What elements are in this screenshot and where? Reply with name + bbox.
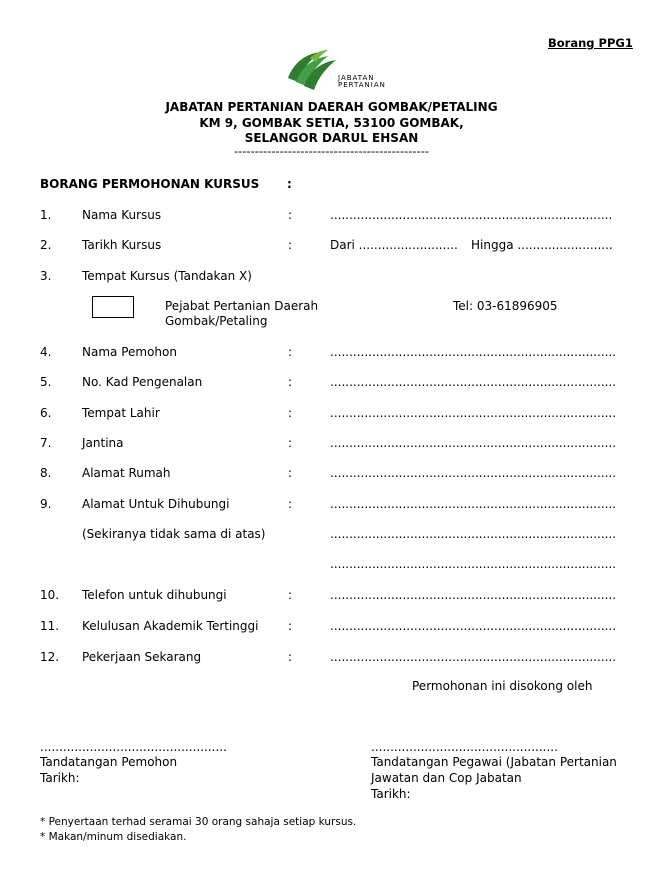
field-number: 9. [40, 497, 52, 511]
field-colon: : [288, 375, 293, 389]
field-colon: : [288, 588, 293, 602]
header-rule: ----------------------------------------------- [233, 144, 430, 158]
field-colon: : [288, 497, 293, 511]
field-number: 7. [40, 436, 52, 450]
officer-signature-line[interactable]: ................................................. [371, 740, 558, 754]
field-number: 4. [40, 345, 52, 359]
department-logo [280, 48, 390, 94]
logo-text-1: JABATAN [338, 74, 375, 82]
phone-field[interactable]: ........................................................................... [330, 588, 617, 602]
header-line-2: KM 9, GOMBAK SETIA, 53100 GOMBAK, [199, 116, 464, 130]
field-label: Nama Pemohon [82, 345, 177, 359]
field-label: Alamat Untuk Dihubungi [82, 497, 230, 511]
field-label: Tarikh Kursus [82, 238, 162, 252]
field-colon: : [288, 650, 293, 664]
birthplace-field[interactable]: ........................................................................... [330, 406, 617, 420]
gender-field[interactable]: ........................................................................... [330, 436, 617, 450]
venue-name-1: Pejabat Pertanian Daerah [165, 299, 319, 313]
field-label: Pekerjaan Sekarang [82, 650, 202, 664]
qualification-field[interactable]: ........................................................................... [330, 619, 617, 633]
course-name-field[interactable]: .......................................................................... [330, 208, 613, 222]
form-title-colon: : [287, 177, 292, 191]
occupation-field[interactable]: ........................................................................... [330, 650, 617, 664]
officer-signature-label-2: Jawatan dan Cop Jabatan [371, 771, 522, 785]
field-label: Tempat Lahir [82, 406, 160, 420]
field-number: 11. [40, 619, 60, 633]
venue-name-2: Gombak/Petaling [165, 314, 268, 328]
field-colon: : [288, 436, 293, 450]
field-colon: : [288, 208, 293, 222]
field-label: Tempat Kursus (Tandakan X) [82, 269, 252, 283]
form-title: BORANG PERMOHONAN KURSUS [40, 177, 260, 191]
home-address-field[interactable]: ........................................................................... [330, 466, 617, 480]
contact-address-field-1[interactable]: ........................................................................... [330, 497, 617, 511]
support-text: Permohonan ini disokong oleh [412, 679, 593, 693]
field-number: 6. [40, 406, 52, 420]
field-colon: : [288, 406, 293, 420]
header-line-1: JABATAN PERTANIAN DAERAH GOMBAK/PETALING [165, 100, 498, 114]
note-2: * Makan/minum disediakan. [40, 831, 187, 843]
field-colon: : [288, 466, 293, 480]
applicant-signature-line[interactable]: ................................................. [40, 740, 227, 754]
field-number: 2. [40, 238, 52, 252]
field-number: 5. [40, 375, 52, 389]
field-label: Alamat Rumah [82, 466, 171, 480]
course-date-to-field[interactable]: Hingga ......................... [471, 238, 613, 252]
field-number: 8. [40, 466, 52, 480]
applicant-name-field[interactable]: ........................................................................... [330, 345, 617, 359]
field-number: 3. [40, 269, 52, 283]
applicant-signature-label: Tandatangan Pemohon [40, 755, 178, 769]
field-colon: : [288, 238, 293, 252]
officer-date-label: Tarikh: [371, 787, 411, 801]
venue-checkbox[interactable] [92, 296, 134, 318]
field-label: Telefon untuk dihubungi [82, 588, 227, 602]
field-label: Jantina [82, 436, 124, 450]
field-number: 1. [40, 208, 52, 222]
field-colon: : [288, 619, 293, 633]
field-number: 12. [40, 650, 60, 664]
logo-text-2: PERTANIAN [338, 81, 386, 89]
field-label: Nama Kursus [82, 208, 162, 222]
venue-phone: Tel: 03-61896905 [453, 299, 558, 313]
applicant-date-label: Tarikh: [40, 771, 80, 785]
field-label: No. Kad Pengenalan [82, 375, 203, 389]
course-date-from-field[interactable]: Dari .......................... [330, 238, 458, 252]
header-line-3: SELANGOR DARUL EHSAN [244, 131, 419, 145]
ic-number-field[interactable]: ........................................................................... [330, 375, 617, 389]
contact-address-field-2[interactable]: ........................................................................... [330, 527, 617, 541]
field-colon: : [288, 345, 293, 359]
contact-address-field-3[interactable]: ........................................................................... [330, 557, 617, 571]
form-code: Borang PPG1 [548, 36, 633, 50]
officer-signature-label-1: Tandatangan Pegawai (Jabatan Pertanian [371, 755, 617, 769]
field-number: 10. [40, 588, 60, 602]
field-label: Kelulusan Akademik Tertinggi [82, 619, 259, 633]
note-1: * Penyertaan terhad seramai 30 orang sahaja setiap kursus. [40, 816, 357, 828]
field-note: (Sekiranya tidak sama di atas) [82, 527, 266, 541]
